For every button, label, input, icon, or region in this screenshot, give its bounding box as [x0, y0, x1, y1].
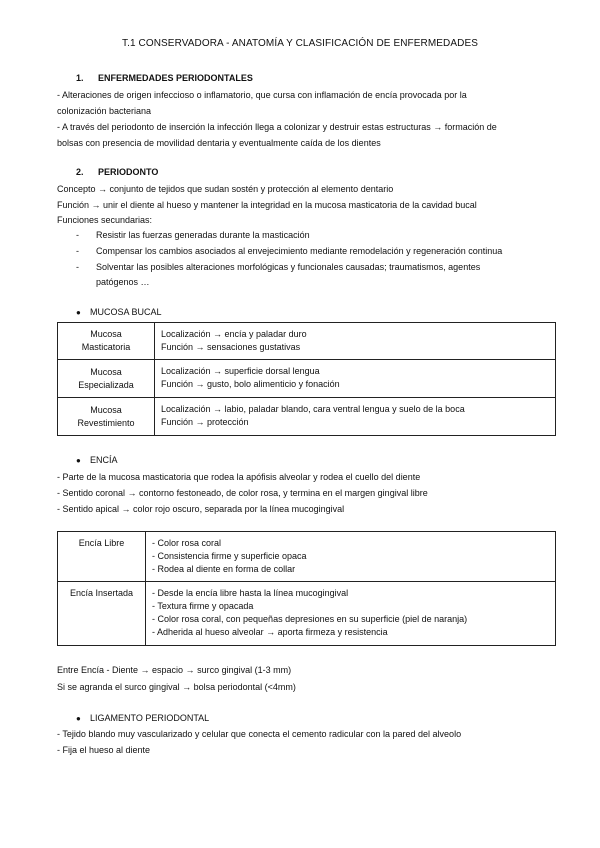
bullet-heading-ligamento: ● LIGAMENTO PERIODONTAL [76, 713, 210, 723]
table-cell-name: Encía Insertada [58, 582, 146, 646]
paragraph-line: Concepto → conjunto de tejidos que sudan sostén y protección al elemento dentario [57, 184, 394, 194]
paragraph-line: Si se agranda el surco gingival → bolsa periodontal (<4mm) [57, 682, 296, 692]
paragraph-line: - Tejido blando muy vascularizado y celular que conecta el cemento radicular con la pared del alveolo [57, 729, 462, 739]
table-cell-name: Mucosa Especializada [58, 360, 155, 398]
paragraph-line: - Fija el hueso al diente [57, 745, 151, 755]
section-number: 2. [76, 167, 84, 177]
table-cell-name: Mucosa Revestimiento [58, 398, 155, 436]
table-cell-desc: Localización → superficie dorsal lengua Función → gusto, bolo alimenticio y fonación [155, 360, 556, 398]
table-row [58, 360, 556, 398]
paragraph-line: Función → unir el diente al hueso y mantener la integridad en la mucosa masticatoria de la cavidad bucal [57, 200, 477, 210]
encia-table [57, 531, 556, 646]
bullet-heading-mucosa: ● MUCOSA BUCAL [76, 307, 162, 317]
list-item: - Solventar las posibles alteraciones morfológicas y funcionales causadas; traumatismos, agentes [76, 262, 481, 272]
mucosa-table [57, 322, 556, 436]
section-title: ENFERMEDADES PERIODONTALES [98, 73, 253, 83]
paragraph-line: - A través del periodonto de inserción la infección llega a colonizar y destruir estas estructuras → formación de [57, 122, 497, 132]
table-row [58, 398, 556, 436]
section-heading-enfermedades [76, 72, 253, 84]
paragraph-line: colonización bacteriana [57, 106, 152, 116]
table-cell-desc: - Color rosa coral - Consistencia firme y superficie opaca - Rodea al diente en forma de collar [146, 532, 556, 582]
table-row [58, 323, 556, 360]
paragraph-line: - Sentido coronal → contorno festoneado, de color rosa, y termina en el margen gingival libre [57, 488, 428, 498]
table-row [58, 532, 556, 582]
paragraph-line: - Parte de la mucosa masticatoria que rodea la apófisis alveolar y rodea el cuello del diente [57, 472, 421, 482]
document-title: T.1 CONSERVADORA - ANATOMÍA Y CLASIFICACIÓN DE ENFERMEDADES [122, 38, 478, 49]
paragraph-line: Funciones secundarias: [57, 215, 153, 225]
bullet-icon: ● [76, 456, 81, 465]
section-title: PERIODONTO [98, 167, 159, 177]
table-row [58, 582, 556, 646]
paragraph-line: Entre Encía - Diente → espacio → surco gingival (1-3 mm) [57, 665, 292, 675]
table-cell-desc: - Desde la encía libre hasta la línea mucogingival - Textura firme y opacada - Color rosa coral, con pequeñas depresiones en su superficie (piel de naranja) - Adherida al hueso alveolar → aporta firmeza y resistencia [146, 582, 556, 646]
table-cell-name: Mucosa Masticatoria [58, 323, 155, 360]
paragraph-line: - Alteraciones de origen infeccioso o inflamatorio, que cursa con inflamación de encía provocada por la [57, 90, 467, 100]
list-item-continuation: patógenos … [96, 277, 150, 287]
table-cell-desc: Localización → labio, paladar blando, cara ventral lengua y suelo de la boca Función → protección [155, 398, 556, 436]
bullet-icon: ● [76, 308, 81, 317]
section-number: 1. [76, 73, 84, 83]
bullet-icon: ● [76, 714, 81, 723]
bullet-heading-encia: ● ENCÍA [76, 455, 118, 465]
table-cell-name: Encía Libre [58, 532, 146, 582]
list-item: - Compensar los cambios asociados al envejecimiento mediante remodelación y regeneración continua [76, 246, 503, 256]
section-heading-periodonto [76, 166, 158, 178]
paragraph-line: bolsas con presencia de movilidad dentaria y eventualmente caída de los dientes [57, 138, 381, 148]
paragraph-line: - Sentido apical → color rojo oscuro, separada por la línea mucogingival [57, 504, 345, 514]
table-cell-desc: Localización → encía y paladar duro Función → sensaciones gustativas [155, 323, 556, 360]
list-item: - Resistir las fuerzas generadas durante la masticación [76, 230, 310, 240]
